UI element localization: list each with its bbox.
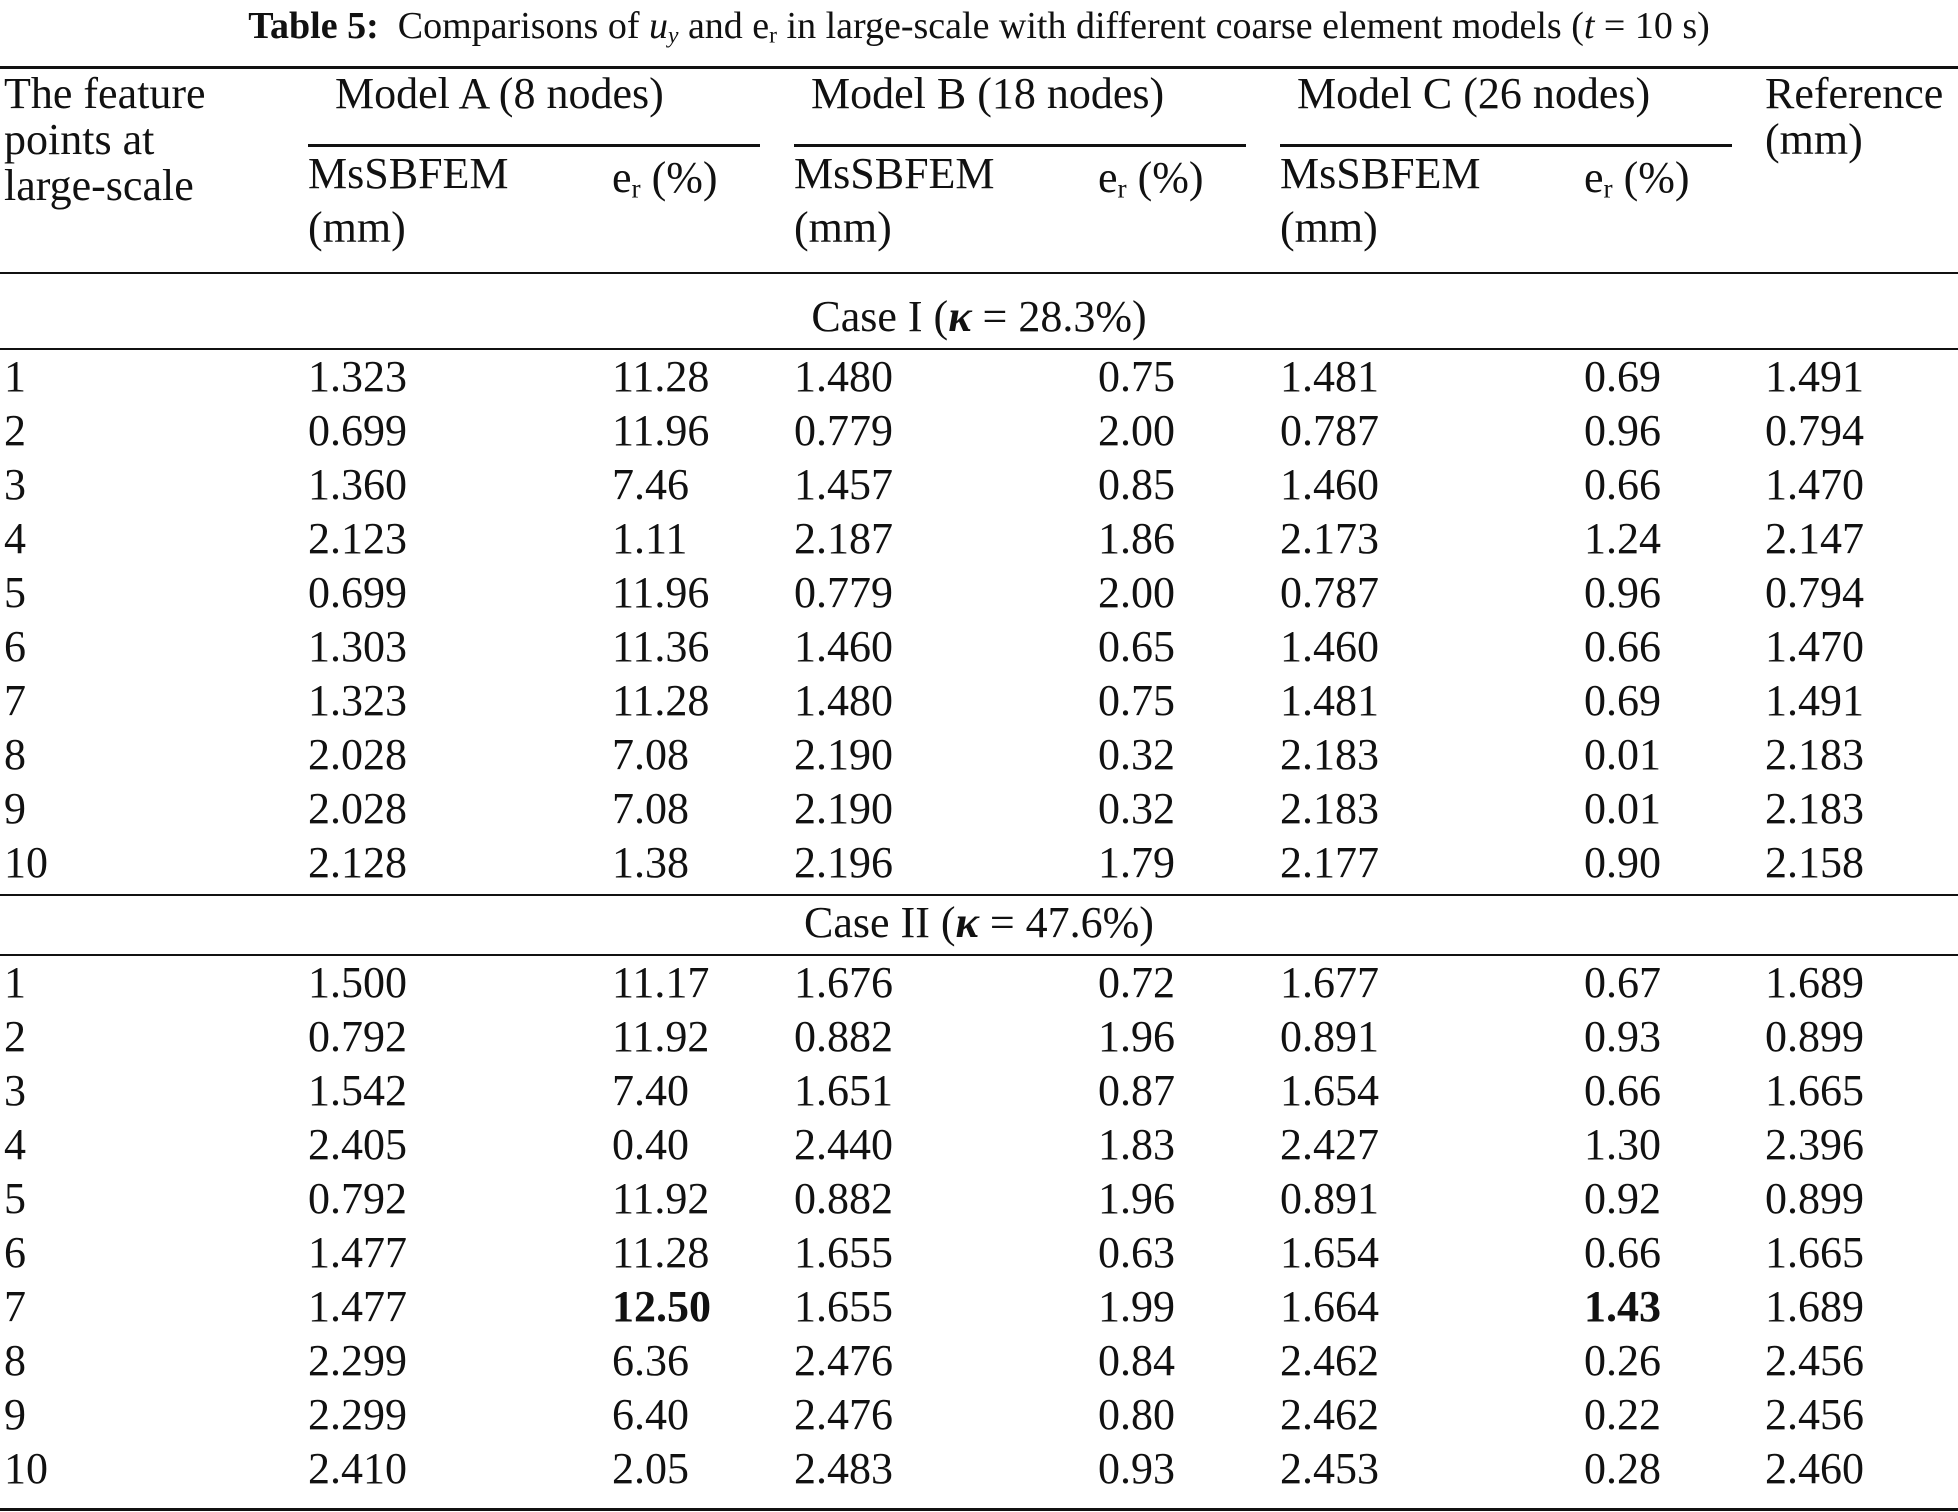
model-b-msfem-cell: 0.779 xyxy=(794,568,893,617)
model-c-msfem-cell: 1.481 xyxy=(1280,352,1379,401)
model-a-msfem-cell: 2.128 xyxy=(308,838,407,887)
model-b-msfem-cell: 2.483 xyxy=(794,1444,893,1493)
table-row xyxy=(0,1442,1958,1496)
model-c-er-cell: 0.26 xyxy=(1584,1336,1661,1385)
reference-cell: 2.158 xyxy=(1765,838,1864,887)
feature-point-cell: 4 xyxy=(4,1120,26,1169)
table-row xyxy=(0,1172,1958,1226)
table-row xyxy=(0,1388,1958,1442)
model-c-er-cell: 0.66 xyxy=(1584,1066,1661,1115)
model-a-er-cell: 1.11 xyxy=(612,514,688,563)
table-row xyxy=(0,1118,1958,1172)
model-c-er-cell: 0.93 xyxy=(1584,1012,1661,1061)
model-a-er-cell: 7.40 xyxy=(612,1066,689,1115)
model-c-msfem-cell: 2.453 xyxy=(1280,1444,1379,1493)
model-b-msfem-cell: 2.187 xyxy=(794,514,893,563)
model-a-msfem-unit: (mm) xyxy=(308,203,406,252)
model-a-er-cell: 7.46 xyxy=(612,460,689,509)
model-c-er-header: $e_r$ (%) xyxy=(1584,153,1690,204)
feature-point-cell: 5 xyxy=(4,568,26,617)
feature-points-header-1: The feature xyxy=(4,69,206,118)
model-a-msfem-cell: 2.410 xyxy=(308,1444,407,1493)
feature-point-cell: 7 xyxy=(4,1282,26,1331)
model-a-er-cell: 0.40 xyxy=(612,1120,689,1169)
model-b-er-cell: 1.99 xyxy=(1098,1282,1175,1331)
model-c-er-cell: 0.66 xyxy=(1584,1228,1661,1277)
model-a-msfem-cell: 0.792 xyxy=(308,1012,407,1061)
feature-point-cell: 3 xyxy=(4,1066,26,1115)
model-c-msfem-cell: 2.183 xyxy=(1280,730,1379,779)
feature-points-header-2: points at xyxy=(4,115,155,164)
model-b-msfem-cell: 1.651 xyxy=(794,1066,893,1115)
table-row xyxy=(0,836,1958,890)
model-c-er-cell: 0.66 xyxy=(1584,460,1661,509)
model-a-msfem-cell: 0.792 xyxy=(308,1174,407,1223)
feature-point-cell: 8 xyxy=(4,730,26,779)
table-row xyxy=(0,512,1958,566)
model-c-er-cell: 0.22 xyxy=(1584,1390,1661,1439)
model-c-er-cell: 0.67 xyxy=(1584,958,1661,1007)
model-b-msfem-cell: 1.460 xyxy=(794,622,893,671)
model-a-er-cell: 11.92 xyxy=(612,1174,710,1223)
model-c-msfem-cell: 0.787 xyxy=(1280,406,1379,455)
model-a-msfem-cell: 2.299 xyxy=(308,1390,407,1439)
feature-point-cell: 3 xyxy=(4,460,26,509)
model-a-msfem-cell: 1.542 xyxy=(308,1066,407,1115)
model-c-msfem-cell: 2.462 xyxy=(1280,1390,1379,1439)
model-c-msfem-cell: 1.677 xyxy=(1280,958,1379,1007)
feature-point-cell: 4 xyxy=(4,514,26,563)
model-b-msfem-cell: 2.190 xyxy=(794,784,893,833)
table-row xyxy=(0,1010,1958,1064)
reference-cell: 2.456 xyxy=(1765,1390,1864,1439)
model-a-msfem-cell: 1.323 xyxy=(308,352,407,401)
reference-header-1: Reference xyxy=(1765,69,1944,118)
model-a-er-cell: 7.08 xyxy=(612,730,689,779)
feature-point-cell: 2 xyxy=(4,406,26,455)
reference-cell: 0.899 xyxy=(1765,1174,1864,1223)
model-a-msfem-cell: 1.323 xyxy=(308,676,407,725)
reference-cell: 1.470 xyxy=(1765,460,1864,509)
model-a-msfem-cell: 2.028 xyxy=(308,730,407,779)
feature-point-cell: 6 xyxy=(4,622,26,671)
table-row xyxy=(0,566,1958,620)
model-b-er-cell: 0.84 xyxy=(1098,1336,1175,1385)
model-b-er-cell: 0.32 xyxy=(1098,730,1175,779)
feature-point-cell: 8 xyxy=(4,1336,26,1385)
model-a-er-cell: 11.28 xyxy=(612,1228,710,1277)
model-b-er-cell: 1.96 xyxy=(1098,1012,1175,1061)
table-row xyxy=(0,620,1958,674)
reference-cell: 1.665 xyxy=(1765,1228,1864,1277)
model-b-msfem-cell: 2.196 xyxy=(794,838,893,887)
model-b-er-cell: 1.96 xyxy=(1098,1174,1175,1223)
model-a-er-cell: 1.38 xyxy=(612,838,689,887)
model-b-msfem-cell: 0.882 xyxy=(794,1012,893,1061)
feature-points-header-3: large-scale xyxy=(4,161,194,210)
table-row xyxy=(0,350,1958,404)
table-label: Table 5: xyxy=(248,5,379,47)
model-b-er-header: $e_r$ (%) xyxy=(1098,153,1204,204)
model-a-er-cell: 11.28 xyxy=(612,352,710,401)
table-row xyxy=(0,458,1958,512)
model-b-msfem-cell: 1.480 xyxy=(794,352,893,401)
table-row xyxy=(0,1064,1958,1118)
model-a-msfem-cell: 1.303 xyxy=(308,622,407,671)
reference-cell: 1.689 xyxy=(1765,1282,1864,1331)
model-b-er-cell: 0.75 xyxy=(1098,676,1175,725)
model-c-msfem-cell: 1.654 xyxy=(1280,1228,1379,1277)
reference-header-2: (mm) xyxy=(1765,115,1863,164)
model-b-er-cell: 1.83 xyxy=(1098,1120,1175,1169)
model-c-msfem-cell: 1.460 xyxy=(1280,622,1379,671)
model-a-er-cell: 11.28 xyxy=(612,676,710,725)
model-c-er-cell: 0.69 xyxy=(1584,676,1661,725)
feature-point-cell: 5 xyxy=(4,1174,26,1223)
reference-cell: 2.183 xyxy=(1765,730,1864,779)
model-c-er-cell: 0.66 xyxy=(1584,622,1661,671)
model-c-msfem-cell: 1.460 xyxy=(1280,460,1379,509)
model-a-msfem-cell: 2.123 xyxy=(308,514,407,563)
model-b-er-cell: 0.65 xyxy=(1098,622,1175,671)
model-a-msfem-cell: 1.360 xyxy=(308,460,407,509)
reference-cell: 2.183 xyxy=(1765,784,1864,833)
model-a-msfem-cell: 0.699 xyxy=(308,568,407,617)
model-c-msfem-cell: 0.891 xyxy=(1280,1174,1379,1223)
model-c-er-cell: 1.30 xyxy=(1584,1120,1661,1169)
model-c-er-cell: 1.43 xyxy=(1584,1282,1661,1331)
model-c-er-cell: 0.96 xyxy=(1584,568,1661,617)
feature-point-cell: 1 xyxy=(4,958,26,1007)
model-b-er-cell: 0.63 xyxy=(1098,1228,1175,1277)
model-b-msfem-cell: 0.779 xyxy=(794,406,893,455)
model-a-er-cell: 11.17 xyxy=(612,958,710,1007)
model-b-header: Model B (18 nodes) xyxy=(811,69,1165,118)
model-c-er-cell: 0.90 xyxy=(1584,838,1661,887)
model-b-msfem-cell: 1.655 xyxy=(794,1228,893,1277)
model-a-msfem-cell: 2.028 xyxy=(308,784,407,833)
feature-point-cell: 9 xyxy=(4,1390,26,1439)
model-b-er-cell: 0.72 xyxy=(1098,958,1175,1007)
model-b-er-cell: 2.00 xyxy=(1098,568,1175,617)
reference-cell: 2.147 xyxy=(1765,514,1864,563)
reference-cell: 2.460 xyxy=(1765,1444,1864,1493)
model-b-msfem-cell: 2.190 xyxy=(794,730,893,779)
model-b-msfem-cell: 2.476 xyxy=(794,1336,893,1385)
model-b-er-cell: 0.80 xyxy=(1098,1390,1175,1439)
bottom-rule xyxy=(0,1508,1958,1511)
model-c-er-cell: 0.92 xyxy=(1584,1174,1661,1223)
model-a-er-cell: 6.36 xyxy=(612,1336,689,1385)
model-c-er-cell: 1.24 xyxy=(1584,514,1661,563)
feature-point-cell: 9 xyxy=(4,784,26,833)
model-b-er-cell: 1.79 xyxy=(1098,838,1175,887)
model-a-msfem-cell: 1.500 xyxy=(308,958,407,1007)
table-row xyxy=(0,782,1958,836)
model-a-msfem-cell: 2.299 xyxy=(308,1336,407,1385)
table-row xyxy=(0,956,1958,1010)
model-c-msfem-cell: 2.462 xyxy=(1280,1336,1379,1385)
case-2-label: Case II (κ = 47.6%) xyxy=(804,898,1154,947)
model-c-msfem-cell: 0.787 xyxy=(1280,568,1379,617)
model-b-er-cell: 2.00 xyxy=(1098,406,1175,455)
model-b-msfem-cell: 1.676 xyxy=(794,958,893,1007)
table-row xyxy=(0,404,1958,458)
reference-cell: 1.665 xyxy=(1765,1066,1864,1115)
table-row xyxy=(0,674,1958,728)
model-c-header: Model C (26 nodes) xyxy=(1297,69,1651,118)
case-1-label: Case I (κ = 28.3%) xyxy=(811,292,1147,341)
model-a-msfem-cell: 2.405 xyxy=(308,1120,407,1169)
model-a-er-cell: 11.96 xyxy=(612,568,710,617)
model-c-er-cell: 0.28 xyxy=(1584,1444,1661,1493)
model-a-er-cell: 11.92 xyxy=(612,1012,710,1061)
model-b-msfem-cell: 1.457 xyxy=(794,460,893,509)
model-c-msfem-cell: 1.481 xyxy=(1280,676,1379,725)
model-c-er-cell: 0.01 xyxy=(1584,730,1661,779)
model-a-er-cell: 12.50 xyxy=(612,1282,711,1331)
model-b-er-cell: 0.93 xyxy=(1098,1444,1175,1493)
reference-cell: 1.491 xyxy=(1765,352,1864,401)
model-b-er-cell: 0.87 xyxy=(1098,1066,1175,1115)
feature-point-cell: 2 xyxy=(4,1012,26,1061)
model-c-msfem-unit: (mm) xyxy=(1280,203,1378,252)
model-c-msfem-cell: 2.173 xyxy=(1280,514,1379,563)
feature-point-cell: 1 xyxy=(4,352,26,401)
reference-cell: 0.794 xyxy=(1765,568,1864,617)
model-c-msfem-cell: 2.177 xyxy=(1280,838,1379,887)
model-b-msfem-cell: 0.882 xyxy=(794,1174,893,1223)
model-c-msfem-cell: 1.654 xyxy=(1280,1066,1379,1115)
model-b-er-cell: 0.85 xyxy=(1098,460,1175,509)
model-a-er-cell: 6.40 xyxy=(612,1390,689,1439)
table-caption: Table 5: Comparisons of $u_y$ and $e_r$ in large-scale with different coarse element models (t = 10 s) xyxy=(248,5,1710,49)
model-a-er-cell: 11.36 xyxy=(612,622,710,671)
model-a-msfem-cell: 0.699 xyxy=(308,406,407,455)
model-a-er-header: $e_r$ (%) xyxy=(612,153,718,204)
feature-point-cell: 7 xyxy=(4,676,26,725)
model-c-msfem-cell: 2.183 xyxy=(1280,784,1379,833)
model-c-msfem-cell: 0.891 xyxy=(1280,1012,1379,1061)
model-a-header: Model A (8 nodes) xyxy=(335,69,664,118)
model-b-msfem-cell: 2.440 xyxy=(794,1120,893,1169)
model-c-msfem-cell: 1.664 xyxy=(1280,1282,1379,1331)
model-b-msfem-cell: 2.476 xyxy=(794,1390,893,1439)
model-a-msfem-header: MsSBFEM xyxy=(308,149,509,198)
feature-point-cell: 6 xyxy=(4,1228,26,1277)
reference-cell: 1.491 xyxy=(1765,676,1864,725)
model-b-msfem-unit: (mm) xyxy=(794,203,892,252)
reference-cell: 2.396 xyxy=(1765,1120,1864,1169)
reference-cell: 2.456 xyxy=(1765,1336,1864,1385)
model-c-msfem-header: MsSBFEM xyxy=(1280,149,1481,198)
reference-cell: 0.899 xyxy=(1765,1012,1864,1061)
table-row xyxy=(0,1226,1958,1280)
model-c-msfem-cell: 2.427 xyxy=(1280,1120,1379,1169)
reference-cell: 0.794 xyxy=(1765,406,1864,455)
model-b-er-cell: 0.32 xyxy=(1098,784,1175,833)
model-a-msfem-cell: 1.477 xyxy=(308,1228,407,1277)
model-b-msfem-cell: 1.480 xyxy=(794,676,893,725)
reference-cell: 1.470 xyxy=(1765,622,1864,671)
header-bottom-rule xyxy=(0,272,1958,274)
model-b-er-cell: 0.75 xyxy=(1098,352,1175,401)
model-c-er-cell: 0.01 xyxy=(1584,784,1661,833)
model-b-msfem-cell: 1.655 xyxy=(794,1282,893,1331)
model-a-msfem-cell: 1.477 xyxy=(308,1282,407,1331)
table-row xyxy=(0,728,1958,782)
feature-point-cell: 10 xyxy=(4,838,48,887)
feature-point-cell: 10 xyxy=(4,1444,48,1493)
reference-cell: 1.689 xyxy=(1765,958,1864,1007)
model-a-er-cell: 11.96 xyxy=(612,406,710,455)
model-a-er-cell: 7.08 xyxy=(612,784,689,833)
table-row xyxy=(0,1334,1958,1388)
model-b-er-cell: 1.86 xyxy=(1098,514,1175,563)
table-row xyxy=(0,1280,1958,1334)
model-b-msfem-header: MsSBFEM xyxy=(794,149,995,198)
model-a-er-cell: 2.05 xyxy=(612,1444,689,1493)
model-c-er-cell: 0.96 xyxy=(1584,406,1661,455)
model-c-er-cell: 0.69 xyxy=(1584,352,1661,401)
